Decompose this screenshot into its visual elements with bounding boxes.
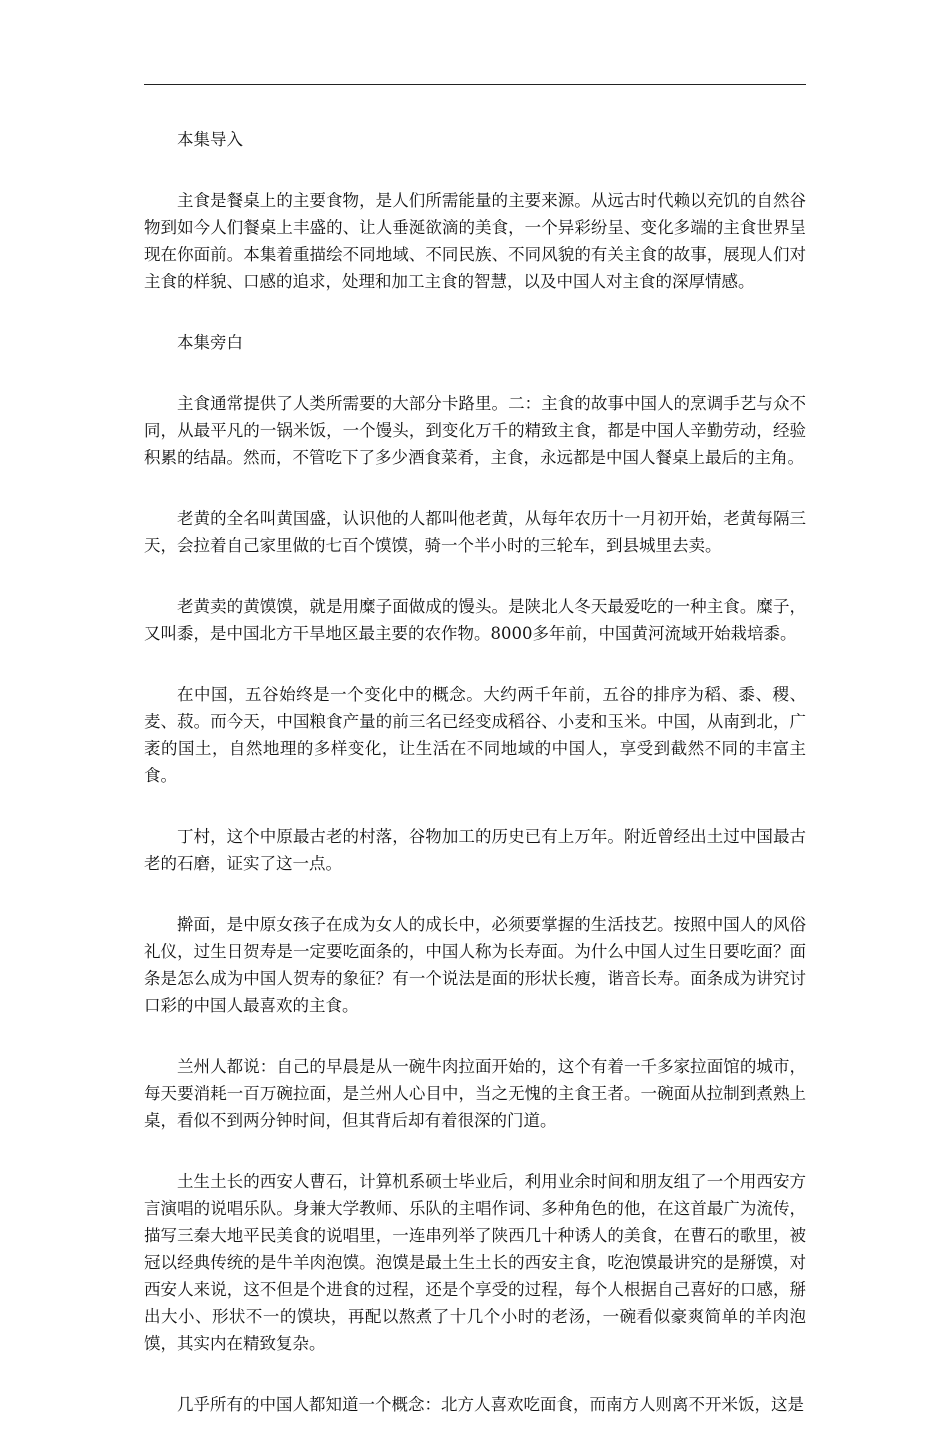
narration-paragraph: 在中国，五谷始终是一个变化中的概念。大约两千年前，五谷的排序为稻、黍、稷、麦、菽。而今天，中国粮食产量的前三名已经变成稻谷、小麦和玉米。中国，从南到北，广袤的国土，自然地理的多样变化，让生活在不同地域的中国人，享受到截然不同的丰富主食。 xyxy=(144,685,806,785)
narration-paragraph: 擀面，是中原女孩子在成为女人的成长中，必须要掌握的生活技艺。按照中国人的风俗礼仪，过生日贺寿是一定要吃面条的，中国人称为长寿面。为什么中国人过生日要吃面？面条是怎么成为中国人贺寿的象征？有一个说法是面的形状长瘦，谐音长寿。面条成为讲究讨口彩的中国人最喜欢的主食。 xyxy=(144,915,806,1015)
narration-paragraph: 主食通常提供了人类所需要的大部分卡路里。二：主食的故事中国人的烹调手艺与众不同，从最平凡的一锅米饭，一个馒头，到变化万千的精致主食，都是中国人辛勤劳动，经验积累的结晶。然而，不管吃下了多少酒食菜肴，主食，永远都是中国人餐桌上最后的主角。 xyxy=(144,394,806,467)
intro-heading: 本集导入 xyxy=(177,130,243,149)
document-body xyxy=(144,126,806,1452)
intro-paragraph: 主食是餐桌上的主要食物，是人们所需能量的主要来源。从远古时代赖以充饥的自然谷物到如今人们餐桌上丰盛的、让人垂涎欲滴的美食，一个异彩纷呈、变化多端的主食世界呈现在你面前。本集着重描绘不同地域、不同民族、不同风貌的有关主食的故事，展现人们对主食的样貌、口感的追求，处理和加工主食的智慧，以及中国人对主食的深厚情感。 xyxy=(144,191,806,291)
header-rule xyxy=(144,84,806,85)
narration-heading: 本集旁白 xyxy=(177,333,243,352)
narration-paragraph: 几乎所有的中国人都知道一个概念：北方人喜欢吃面食，而南方人则离不开米饭，这是 xyxy=(177,1395,804,1414)
narration-paragraph: 丁村，这个中原最古老的村落，谷物加工的历史已有上万年。附近曾经出土过中国最古老的石磨，证实了这一点。 xyxy=(144,827,806,873)
narration-paragraph: 老黄卖的黄馍馍，就是用糜子面做成的馒头。是陕北人冬天最爱吃的一种主食。糜子，又叫黍，是中国北方干旱地区最主要的农作物。8000多年前，中国黄河流域开始栽培黍。 xyxy=(144,597,806,643)
narration-paragraph: 土生土长的西安人曹石，计算机系硕士毕业后，利用业余时间和朋友组了一个用西安方言演唱的说唱乐队。身兼大学教师、乐队的主唱作词、多种角色的他，在这首最广为流传，描写三秦大地平民美食的说唱里，一连串列举了陕西几十种诱人的美食，在曹石的歌里，被冠以经典传统的是牛羊肉泡馍。泡馍是最土生土长的西安主食，吃泡馍最讲究的是掰馍，对西安人来说，这不但是个进食的过程，还是个享受的过程，每个人根据自己喜好的口感，掰出大小、形状不一的馍块，再配以熬煮了十几个小时的老汤，一碗看似豪爽简单的羊肉泡馍，其实内在精致复杂。 xyxy=(144,1172,806,1353)
narration-paragraph: 老黄的全名叫黄国盛，认识他的人都叫他老黄，从每年农历十一月初开始，老黄每隔三天，会拉着自己家里做的七百个馍馍，骑一个半小时的三轮车，到县城里去卖。 xyxy=(144,509,806,555)
narration-paragraph: 兰州人都说：自己的早晨是从一碗牛肉拉面开始的，这个有着一千多家拉面馆的城市，每天要消耗一百万碗拉面，是兰州人心目中，当之无愧的主食王者。一碗面从拉制到煮熟上桌，看似不到两分钟时间，但其背后却有着很深的门道。 xyxy=(144,1057,806,1130)
document-page xyxy=(144,0,806,1414)
